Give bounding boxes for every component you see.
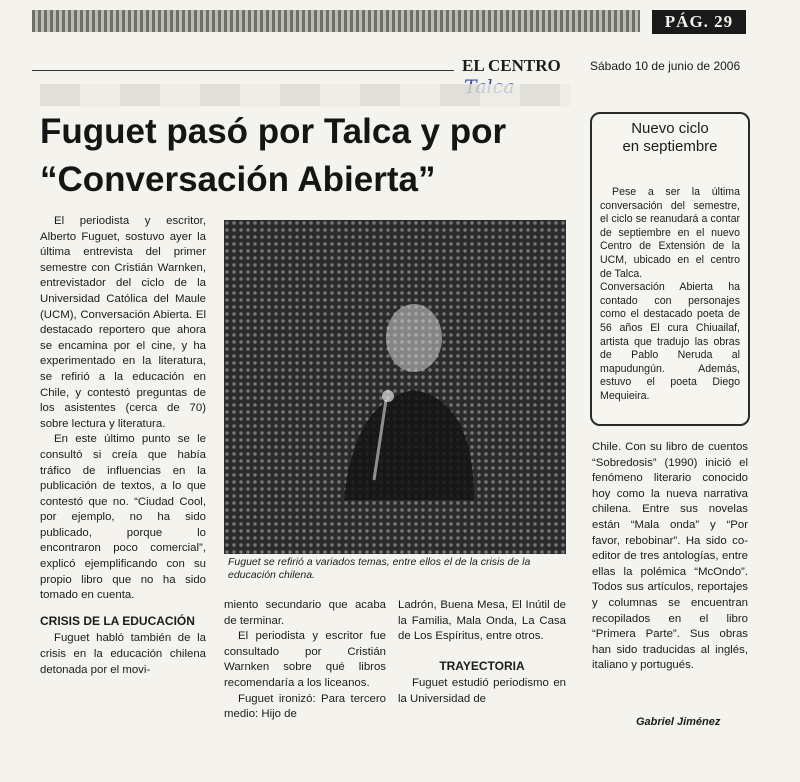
article-column-4 xyxy=(592,440,748,674)
sidebar-paragraph: Pese a ser la última conversación del semestre, el ciclo se reanudará a contar de septiembre en el nuevo Centro de Extensión de la UCM, ubicado en el centro de Talca. xyxy=(600,186,740,280)
sidebar-title xyxy=(592,120,748,156)
page-number-badge: PÁG. 29 xyxy=(652,10,746,34)
issue-date: Sábado 10 de junio de 2006 xyxy=(590,59,741,73)
subheading-crisis: CRISIS DE LA EDUCACIÓN xyxy=(40,613,195,628)
article-column-2 xyxy=(224,598,386,723)
article-photo xyxy=(224,220,566,554)
photo-caption: Fuguet se refirió a variados temas, entre ellos el de la crisis de la educación chilena. xyxy=(228,556,531,581)
article-paragraph: miento secundario que acaba de terminar. xyxy=(224,599,386,627)
headline-line-1: Fuguet pasó por Talca y por xyxy=(40,112,507,151)
header-rule xyxy=(32,70,454,71)
subheading-trayectoria: TRAYECTORIA xyxy=(439,658,525,673)
sidebar-paragraph: Conversación Abierta ha contado con personajes como el destacado poeta de 56 años El cura Chiuailaf, artista que tradujo las obras de Pablo Neruda al mapudungún. Además, estuvo el poeta Diego Mequieira. xyxy=(600,281,740,402)
article-paragraph: Chile. Con su libro de cuentos “Sobredosis” (1990) inició el fenómeno literario conocido hoy como la nueva narrativa chilena. Entre sus novelas están “Mala onda” y “Por favor, rebobinar”. Ha sido co-editor de tres antologías, entre ellas la polémica “McOndo”. Todos sus artículos, reportajes y columnas se encuentran recopilados en el libro “Primera Parte”. Sus obras han sido traducidas al inglés, italiano y portugués. xyxy=(592,441,748,672)
article-column-1 xyxy=(40,214,206,678)
article-paragraph: El periodista y escritor fue consultado por Cristián Warnken sobre qué libros recomendaría a los liceanos. xyxy=(224,630,386,689)
author-signature: Gabriel Jiménez xyxy=(636,716,721,728)
article-paragraph: Fuguet habló también de la crisis en la educación chilena detonada por el movi- xyxy=(40,632,206,676)
article-paragraph: Fuguet ironizó: Para tercero medio: Hijo de xyxy=(224,692,386,721)
sidebar-title-line-2: en septiembre xyxy=(622,138,718,155)
header-pattern-band xyxy=(32,10,640,32)
article-paragraph: Ladrón, Buena Mesa, El Inútil de la Familia, Mala Onda, La Casa de Los Espíritus, entre otros. xyxy=(398,599,566,643)
bleed-through-pattern xyxy=(40,84,570,106)
sidebar-box xyxy=(590,112,750,426)
article-paragraph: Fuguet estudió periodismo en la Universidad de xyxy=(398,677,566,705)
sidebar-body xyxy=(600,186,740,404)
speaker-silhouette xyxy=(314,280,474,500)
newspaper-name: EL CENTRO xyxy=(462,56,561,75)
article-headline xyxy=(40,108,580,204)
headline-line-2: “Conversación Abierta” xyxy=(40,160,436,199)
article-paragraph: En este último punto se le consultó si creía que había tráfico de influencias en la publicación de textos, a lo que contestó que no. “Ciudad Cool, por ejemplo, no ha sido publicado, porque lo encontraron poco comercial”, explicó ejemplificando con su propio libro que no ha sido tomado en cuenta. xyxy=(40,433,206,602)
sidebar-title-line-1: Nuevo ciclo xyxy=(631,120,709,137)
article-paragraph: El periodista y escritor, Alberto Fuguet, sostuvo ayer la última entrevista del primer semestre con Cristián Warnken, entrevistador del ciclo de la Universidad Católica del Maule (UCM), Conversación Abierta. El destacado reportero que ahora se encamina por el cine, y ha experimentado en la literatura, se refirió a la educación en Chile, y contestó preguntas de los asistentes (cerca de 70) sobre lectura y literatura. xyxy=(40,215,206,430)
article-column-3 xyxy=(398,598,566,708)
